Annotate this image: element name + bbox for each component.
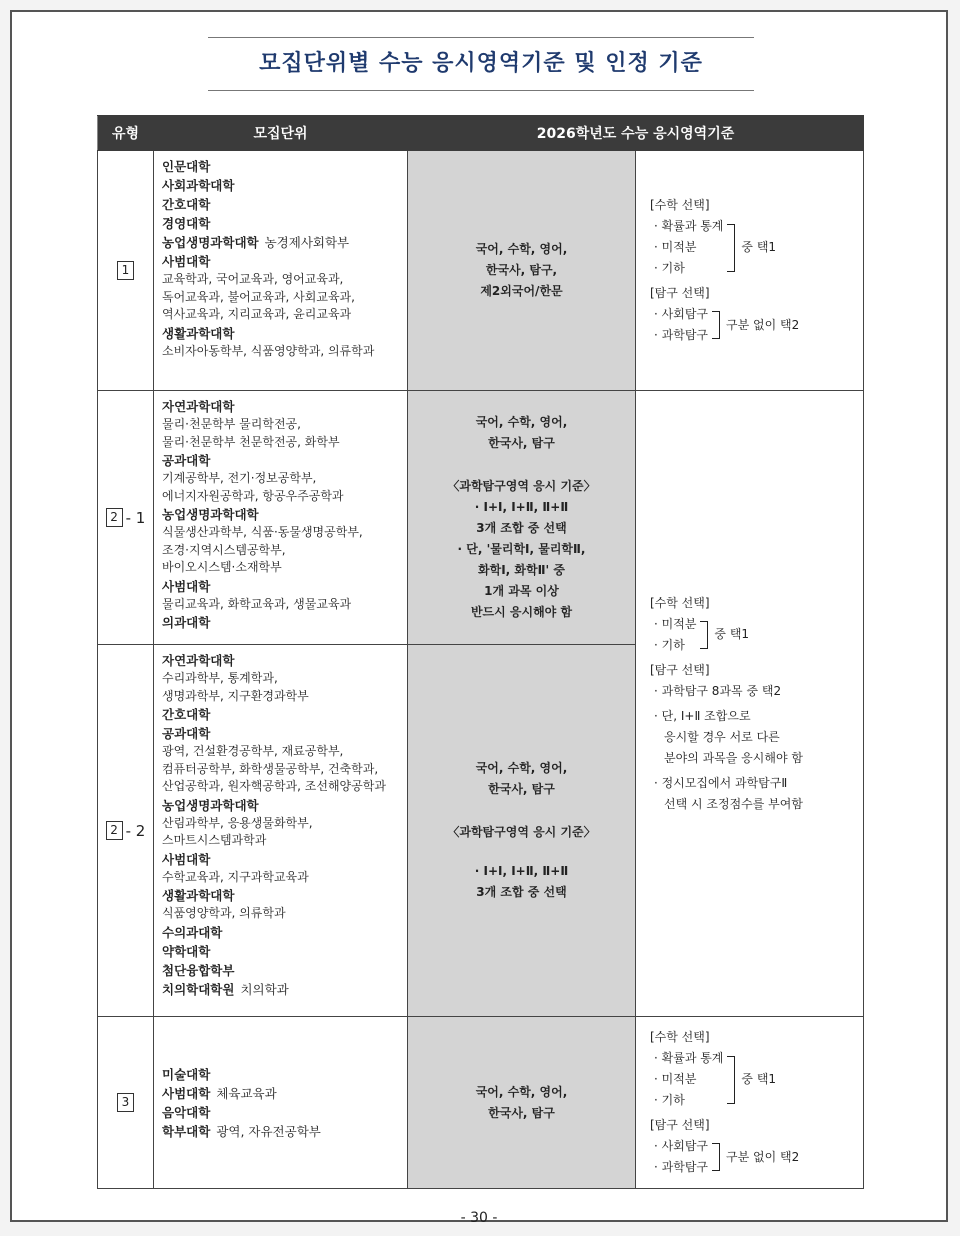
exam-area-line: 한국사, 탐구, — [485, 263, 558, 277]
type-number-box: 3 — [117, 1093, 134, 1112]
college-label: 치의학대학원 — [162, 981, 235, 997]
inquiry-choice-text: 구분 없이 택2 — [726, 317, 800, 332]
college-name — [162, 796, 399, 815]
college-name — [162, 1084, 399, 1103]
department-line: 바이오시스템·소재학부 — [162, 560, 282, 574]
bracket-mark — [712, 1143, 720, 1171]
department-line: 식물생산과학부, 식품·동물생명공학부, — [162, 525, 363, 539]
inquiry-select-heading: [탐구 선택] — [650, 662, 710, 677]
math-select-group — [654, 216, 853, 279]
criteria-cell-type3 — [636, 1017, 864, 1189]
college-label: 자연과학대학 — [162, 653, 235, 668]
college-label: 농업생명과학대학 — [162, 507, 259, 522]
page-number: - 30 - — [460, 1210, 498, 1226]
inquiry-option: · 과학탐구 — [654, 1160, 708, 1174]
department-line: 산업공학과, 원자핵공학과, 조선해양공학과 — [162, 779, 386, 793]
department-line: 생명과학부, 지구환경과학부 — [162, 688, 309, 703]
department-line: 소비자아동학부, 식품영양학과, 의류학과 — [162, 343, 375, 358]
inquiry-select-group — [654, 1136, 853, 1178]
units-cell — [154, 391, 408, 645]
bracket-mark — [712, 311, 720, 339]
math-choice-text: 중 택1 — [741, 1072, 777, 1086]
exam-areas — [408, 758, 635, 800]
college-name — [162, 942, 399, 961]
math-select-heading: [수학 선택] — [650, 595, 710, 610]
table-row — [98, 1017, 864, 1189]
college-name — [162, 724, 399, 743]
college-name — [162, 1103, 399, 1122]
type-cell — [98, 645, 154, 1017]
college-label: 사범대학 — [162, 578, 211, 594]
type-cell — [98, 151, 154, 391]
combination-note: 응시할 경우 서로 다른 — [664, 729, 780, 744]
college-label: 공과대학 — [162, 453, 211, 468]
science-criteria — [408, 476, 635, 623]
department-line: 물리·천문학부 물리학전공, — [162, 417, 301, 431]
college-label: 의과대학 — [162, 615, 211, 630]
science-criteria-line: 1개 과목 이상 — [484, 584, 559, 598]
college-name — [162, 577, 399, 596]
science-criteria-line: 화학Ⅰ, 화학Ⅱ' 중 — [478, 563, 565, 577]
college-name — [162, 252, 399, 271]
college-name — [162, 195, 399, 214]
inquiry-option: · 사회탐구 — [654, 307, 708, 321]
header-unit: 모집단위 — [154, 116, 408, 151]
department-line: 교육학과, 국어교육과, 영어교육과, — [162, 272, 344, 286]
exam-area-line: 국어, 수학, 영어, — [475, 415, 568, 429]
units-cell — [154, 151, 408, 391]
units-cell — [154, 1017, 408, 1189]
bracket-mark — [700, 621, 708, 649]
college-name — [162, 214, 399, 233]
department-inline: 치의학과 — [240, 981, 289, 997]
department-line: 물리교육과, 화학교육과, 생물교육과 — [162, 596, 352, 611]
department-line: 수리과학부, 통계학과, — [162, 671, 278, 685]
college-label: 생활과학대학 — [162, 888, 235, 903]
college-name — [162, 1065, 399, 1084]
college-name — [162, 705, 399, 724]
combination-note: 분야의 과목을 응시해야 함 — [664, 750, 803, 765]
college-label: 사회과학대학 — [162, 178, 235, 193]
department-line: 에너지자원공학과, 항공우주공학과 — [162, 488, 344, 503]
college-label: 첨단융합학부 — [162, 962, 235, 978]
inquiry-option: · 과학탐구 8과목 중 택2 — [654, 683, 782, 698]
math-option: · 미적분 — [654, 1072, 697, 1086]
college-label: 농업생명과학대학 — [162, 235, 259, 250]
type-cell — [98, 391, 154, 645]
header-type: 유형 — [98, 116, 154, 151]
college-label: 인문대학 — [162, 159, 211, 174]
type-number-box: 2 — [106, 508, 123, 527]
college-label: 미술대학 — [162, 1066, 211, 1082]
college-label: 사범대학 — [162, 254, 211, 269]
combination-note: · 단, Ⅰ+Ⅱ 조합으로 — [654, 708, 751, 723]
exam-areas — [408, 412, 635, 454]
college-name — [162, 157, 399, 176]
department-line: 기계공학부, 전기·정보공학부, — [162, 471, 317, 485]
college-label: 경영대학 — [162, 216, 211, 231]
type-cell — [98, 1017, 154, 1189]
inquiry-select-heading: [탐구 선택] — [650, 1118, 710, 1132]
department-line: 컴퓨터공학부, 화학생물공학부, 건축학과, — [162, 761, 379, 776]
exam-areas — [408, 239, 635, 302]
math-option: · 기하 — [654, 261, 685, 275]
area-cell — [408, 1017, 636, 1189]
exam-area-line: 제2외국어/한문 — [480, 284, 563, 298]
college-name — [162, 886, 399, 905]
college-name — [162, 961, 399, 980]
college-name — [162, 324, 399, 343]
math-choice-text: 중 택1 — [741, 240, 777, 254]
department-line: 수학교육과, 지구과학교육과 — [162, 869, 309, 884]
college-name — [162, 451, 399, 470]
college-label: 사범대학 — [162, 1085, 211, 1101]
area-cell — [408, 151, 636, 391]
inquiry-option: · 과학탐구 — [654, 328, 708, 342]
science-criteria-title: 〈과학탐구영역 응시 기준〉 — [447, 825, 596, 839]
area-cell — [408, 645, 636, 1017]
criteria-cell-type2 — [636, 391, 864, 1017]
science-criteria-line: · Ⅰ+Ⅰ, Ⅰ+Ⅱ, Ⅱ+Ⅱ — [474, 864, 569, 878]
inquiry-choice-text: 구분 없이 택2 — [726, 1149, 800, 1164]
science-criteria-line: · 단, '물리학Ⅰ, 물리학Ⅱ, — [457, 542, 586, 556]
science-criteria-line: 3개 조합 중 선택 — [476, 521, 567, 535]
college-label: 간호대학 — [162, 707, 211, 722]
exam-area-line: 국어, 수학, 영어, — [475, 1084, 568, 1099]
math-select-heading: [수학 선택] — [650, 198, 710, 212]
adjustment-note: · 정시모집에서 과학탐구Ⅱ — [654, 775, 788, 790]
exam-area-line: 한국사, 탐구 — [488, 1105, 555, 1120]
science-criteria — [408, 822, 635, 903]
exam-area-line: 국어, 수학, 영어, — [475, 761, 568, 775]
department-line: 역사교육과, 지리교육과, 윤리교육과 — [162, 307, 352, 321]
math-option: · 미적분 — [654, 240, 697, 254]
department-line: 물리·천문학부 천문학전공, 화학부 — [162, 434, 340, 449]
science-criteria-line: 반드시 응시해야 함 — [470, 605, 573, 619]
college-label: 공과대학 — [162, 726, 211, 741]
college-label: 수의과대학 — [162, 924, 223, 940]
bracket-mark — [727, 1056, 735, 1104]
science-criteria-title: 〈과학탐구영역 응시 기준〉 — [447, 479, 596, 493]
math-option: · 미적분 — [654, 616, 697, 631]
bracket-mark — [727, 224, 735, 272]
math-choice-text: 중 택1 — [714, 627, 750, 641]
college-label: 학부대학 — [162, 1123, 211, 1139]
college-name — [162, 397, 399, 416]
college-label: 농업생명과학대학 — [162, 797, 259, 813]
math-select-group — [654, 614, 853, 656]
exam-area-line: 국어, 수학, 영어, — [475, 242, 568, 256]
math-option: · 확률과 통계 — [654, 1051, 724, 1065]
department-line: 식품영양학과, 의류학과 — [162, 906, 286, 920]
department-line: 스마트시스템과학과 — [162, 833, 267, 847]
requirements-table — [97, 115, 864, 1189]
math-option: · 기하 — [654, 1093, 685, 1107]
college-name — [162, 505, 399, 524]
college-name — [162, 613, 399, 632]
type-suffix: - 2 — [125, 821, 146, 840]
college-label: 음악대학 — [162, 1104, 211, 1120]
document-page — [10, 10, 948, 1226]
table-row — [98, 391, 864, 645]
college-name — [162, 980, 399, 999]
area-cell — [408, 391, 636, 645]
college-label: 자연과학대학 — [162, 399, 235, 414]
inquiry-option: · 사회탐구 — [654, 1139, 708, 1153]
exam-area-line: 한국사, 탐구 — [488, 436, 555, 450]
title-box — [208, 37, 754, 91]
science-criteria-line: 3개 조합 중 선택 — [476, 885, 567, 899]
units-cell — [154, 645, 408, 1017]
department-line: 조경·지역시스템공학부, — [162, 542, 286, 557]
department-inline: 농경제사회학부 — [264, 235, 350, 250]
type-suffix: - 1 — [125, 508, 146, 527]
college-name — [162, 176, 399, 195]
header-criteria: 2026학년도 수능 응시영역기준 — [408, 116, 864, 151]
criteria-cell-type1 — [636, 151, 864, 391]
college-name — [162, 923, 399, 942]
department-inline: 체육교육과 — [216, 1085, 277, 1101]
exam-area-line: 한국사, 탐구 — [488, 782, 555, 796]
college-label: 사범대학 — [162, 851, 211, 867]
college-label: 생활과학대학 — [162, 325, 235, 341]
department-line: 독어교육과, 불어교육과, 사회교육과, — [162, 289, 355, 304]
college-name — [162, 233, 399, 252]
page-title: 모집단위별 수능 응시영역기준 및 인정 기준 — [259, 51, 703, 76]
department-inline: 광역, 자유전공학부 — [216, 1123, 321, 1139]
math-option: · 기하 — [654, 637, 685, 652]
math-option: · 확률과 통계 — [654, 219, 724, 233]
college-name — [162, 850, 399, 869]
science-criteria-line: · Ⅰ+Ⅰ, Ⅰ+Ⅱ, Ⅱ+Ⅱ — [474, 500, 569, 514]
type-number-box: 2 — [106, 821, 123, 840]
department-line: 산림과학부, 응용생물화학부, — [162, 815, 313, 830]
table-header-row — [98, 116, 864, 151]
type-number-box: 1 — [117, 261, 134, 280]
math-select-group — [654, 1048, 853, 1111]
college-label: 간호대학 — [162, 197, 211, 212]
college-label: 약학대학 — [162, 943, 211, 959]
exam-areas — [408, 1082, 635, 1124]
inquiry-select-heading: [탐구 선택] — [650, 286, 710, 300]
inquiry-select-group — [654, 304, 853, 346]
college-name — [162, 1122, 399, 1141]
table-row — [98, 151, 864, 391]
adjustment-note: 선택 시 조정점수를 부여함 — [664, 796, 803, 811]
math-select-heading: [수학 선택] — [650, 1030, 710, 1044]
college-name — [162, 651, 399, 670]
department-line: 광역, 건설환경공학부, 재료공학부, — [162, 744, 344, 758]
